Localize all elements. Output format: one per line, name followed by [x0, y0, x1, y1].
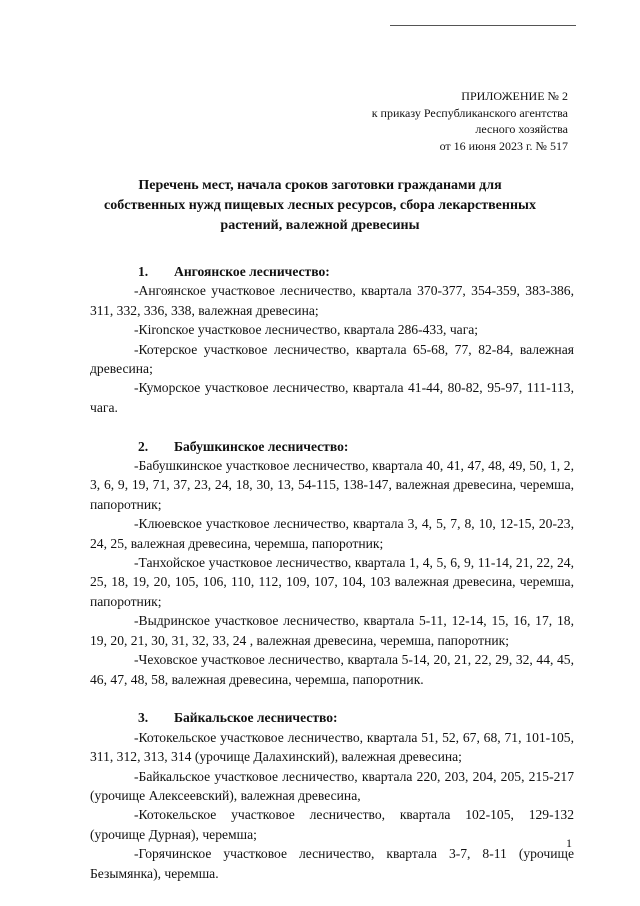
section-angoyanskoe [90, 262, 574, 417]
section-number: 1. [138, 264, 149, 279]
section-title: Байкальское лесничество: [174, 710, 338, 726]
list-item: -Чеховское участковое лесничество, квартала 5-14, 20, 21, 22, 29, 32, 44, 45, 46, 47, 48, 58, валежная древесина, черемша, папоротник. [90, 652, 574, 687]
section-heading [90, 437, 574, 456]
section-title: Бабушкинское лесничество: [174, 438, 349, 454]
section-heading [90, 262, 574, 281]
page-number: 1 [566, 836, 572, 850]
section-heading [90, 708, 574, 727]
list-item: -Горячинское участковое лесничество, квартала 3-7, 8-11 (урочище Безымянка), черемша. [90, 846, 574, 881]
appendix-line: ПРИЛОЖЕНИЕ № 2 [461, 89, 568, 103]
list-item: -Ангоянское участковое лесничество, квартала 370-377, 354-359, 383-386, 311, 332, 336, 338, валежная древесина; [90, 283, 574, 318]
appendix-line: к приказу Республиканского агентства [371, 105, 568, 120]
section-baikalskoe [90, 708, 574, 883]
section-babushkinskoe [90, 437, 574, 689]
list-item: -Куморское участковое лесничество, квартала 41-44, 80-82, 95-97, 111-113, чага. [90, 380, 574, 415]
document-body [90, 262, 574, 902]
list-item: -Котерское участковое лесничество, квартала 65-68, 77, 82-84, валежная древесина; [90, 341, 574, 377]
list-item: -Танхойское участковое лесничество, квартала 1, 4, 5, 6, 9, 11-14, 21, 22, 24, 25, 18, 19, 20, 105, 106, 110, 112, 109, 107, 104, 103 валежная древесина, черемша, папоротник; [90, 555, 574, 609]
section-title: Ангоянское лесничество: [174, 264, 330, 279]
title-line: собственных нужд пищевых лесных ресурсов, сбора лекарственных [104, 198, 536, 213]
appendix-line: лесного хозяйства [475, 122, 568, 136]
list-item: -Котокельское участковое лесничество, квартала 102-105, 129-132 (урочище Дурная), черемша; [90, 807, 574, 842]
list-item: -Клюевское участковое лесничество, квартала 3, 4, 5, 7, 8, 10, 12-15, 20-23, 24, 25, валежная древесина, черемша, папоротник; [90, 516, 574, 551]
appendix-block [372, 88, 568, 154]
list-item: -Выдринское участковое лесничество, квартала 5-11, 12-14, 15, 16, 17, 18, 19, 20, 21, 30, 31, 32, 33, 24 , валежная древесина, черемша, папоротник; [90, 613, 574, 648]
list-item: -Котокельское участковое лесничество, квартала 51, 52, 67, 68, 71, 101-105, 311, 312, 313, 314 (урочище Далахинский), валежная древесина; [90, 729, 574, 765]
title-line: растений, валежной древесины [220, 218, 420, 233]
header-rule [390, 25, 576, 26]
list-item: -Кironское участковое лесничество, квартала 286-433, чага; [134, 322, 479, 338]
title-line: Перечень мест, начала сроков заготовки гражданами для [138, 178, 502, 193]
document-title [100, 176, 540, 236]
appendix-line: от 16 июня 2023 г. № 517 [439, 138, 568, 153]
list-item: -Бабушкинское участковое лесничество, квартала 40, 41, 47, 48, 49, 50, 1, 2, 3, 6, 9, 19, 71, 37, 23, 24, 18, 30, 13, 54-115, 138-147, валежная древесина, черемша, папоротник; [90, 458, 574, 512]
list-item: -Байкальское участковое лесничество, квартала 220, 203, 204, 205, 215-217 (урочище Алексеевский), валежная древесина, [90, 768, 574, 803]
section-number: 3. [138, 710, 149, 726]
section-number: 2. [138, 438, 149, 454]
